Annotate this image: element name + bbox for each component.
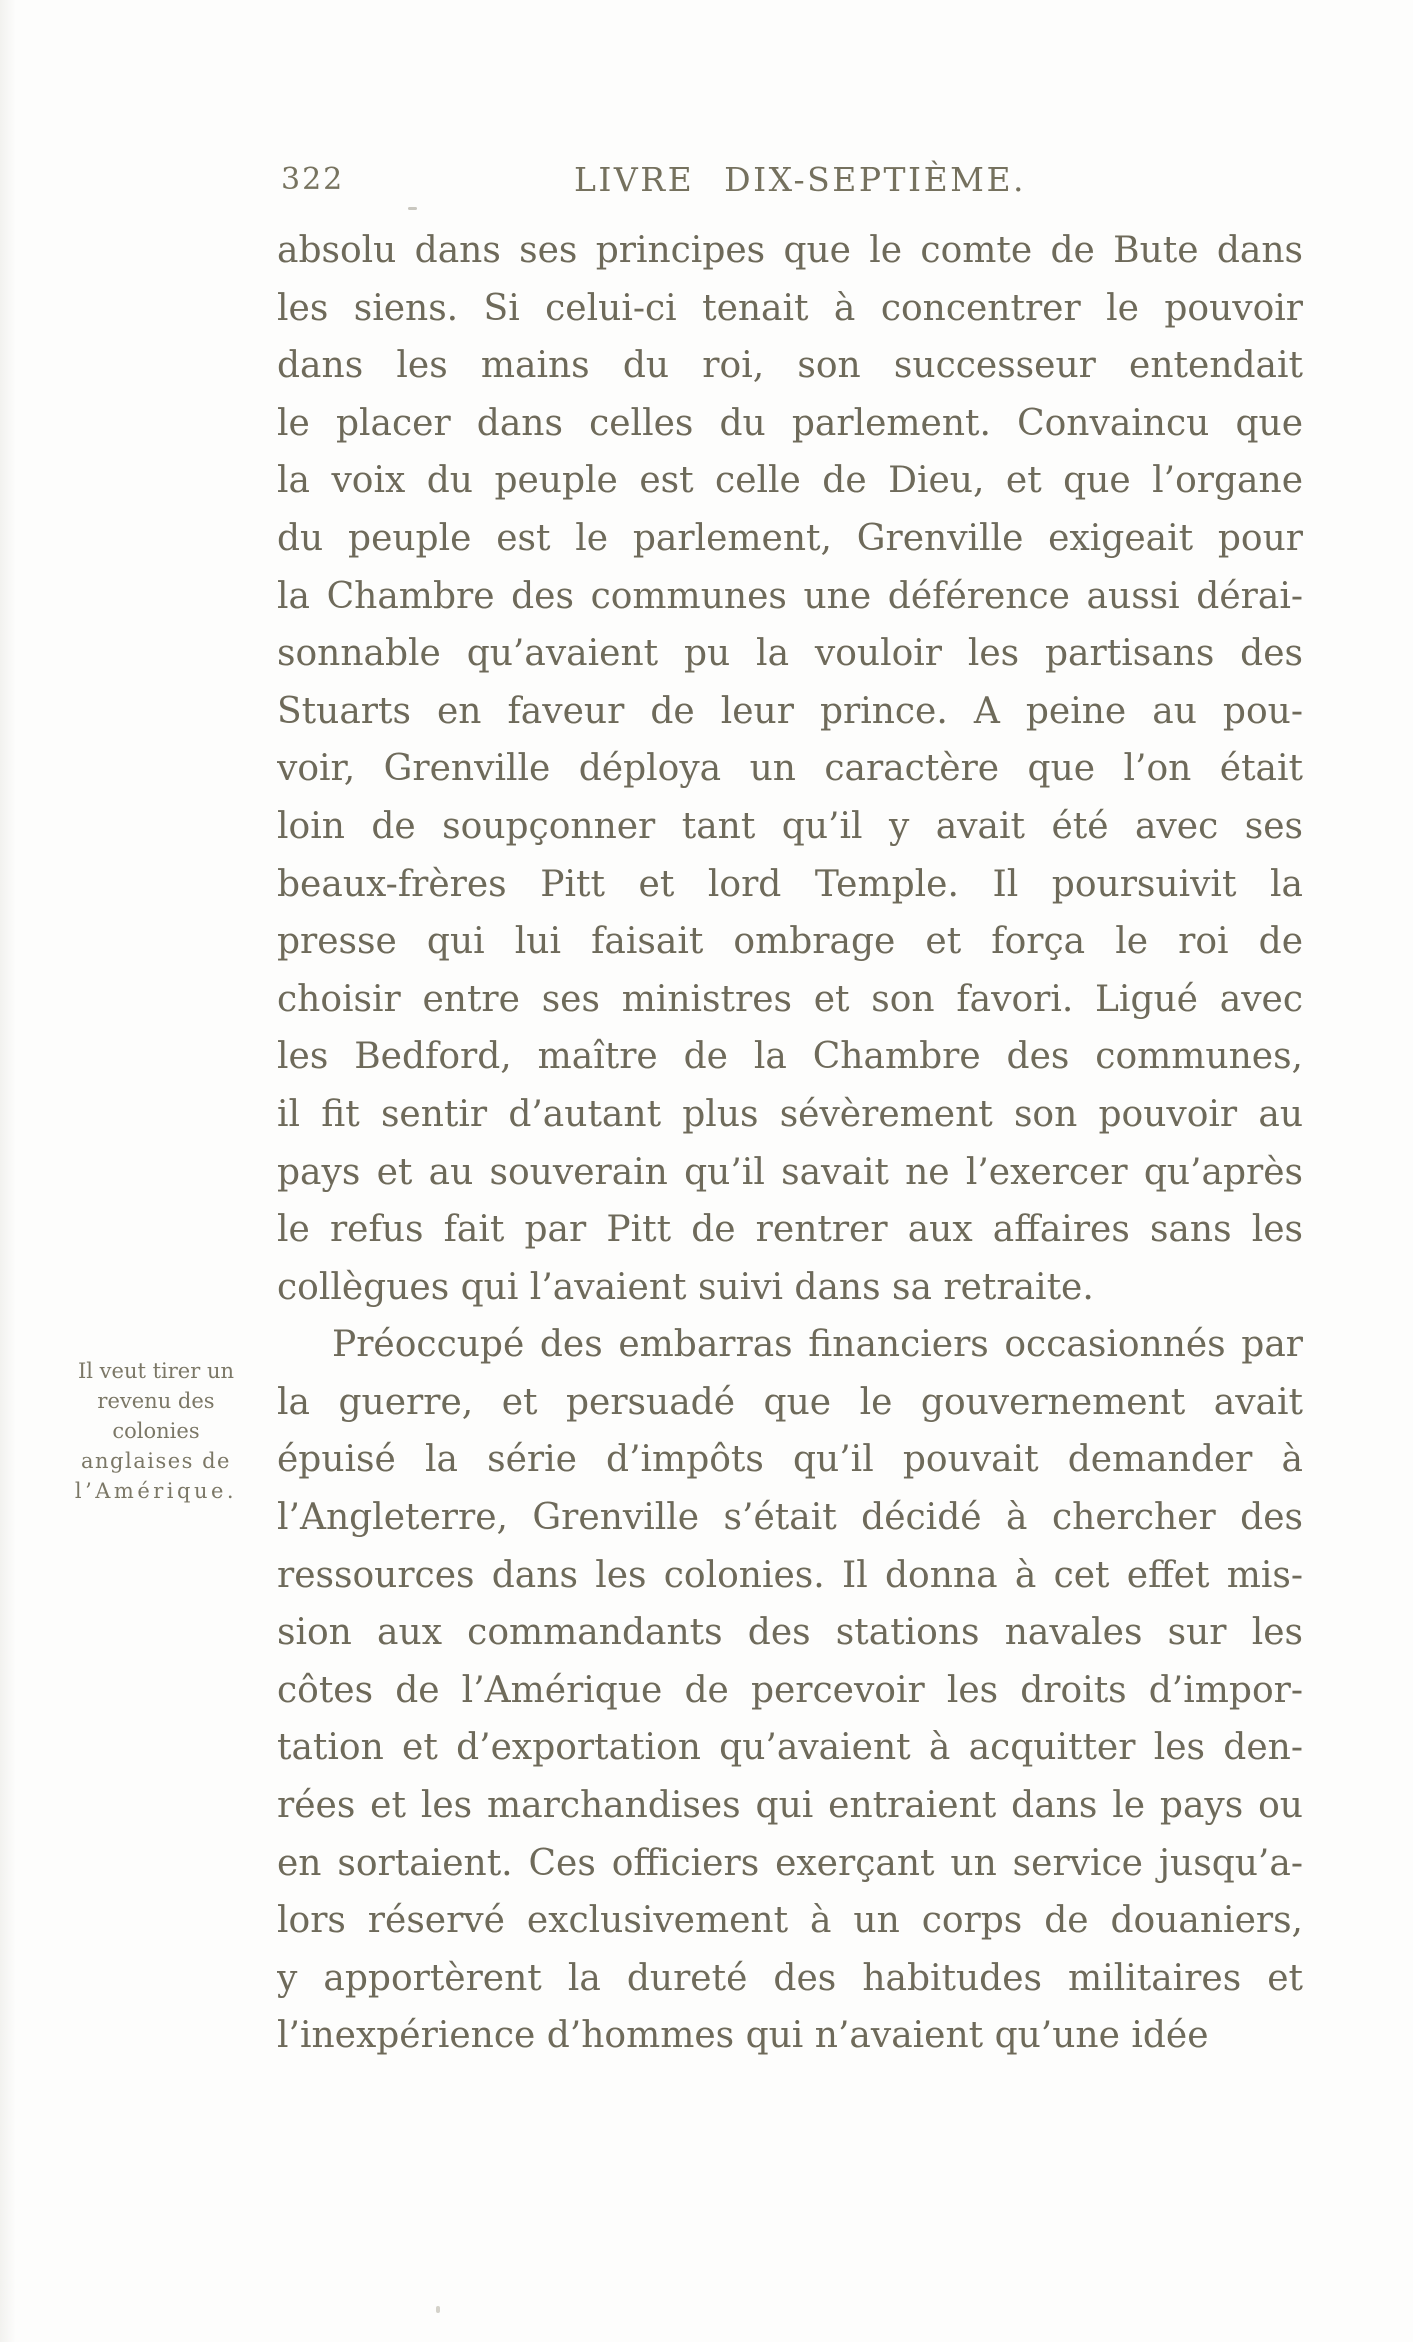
text-line: y apportèrent la dureté des habitudes militaires et [277, 1957, 1303, 1999]
text-line: beaux-frères Pitt et lord Temple. Il poursuivit la [277, 863, 1303, 905]
text-line: l’Angleterre, Grenville s’était décidé à chercher des [277, 1497, 1303, 1539]
text-line: la voix du peuple est celle de Dieu, et que l’organe [277, 460, 1303, 502]
ink-speck [436, 2306, 440, 2313]
text-line: dans les mains du roi, son successeur entendait [277, 345, 1303, 387]
text-line: la Chambre des communes une déférence aussi dérai- [277, 575, 1303, 617]
margin-note-line: anglaises de [81, 1449, 231, 1473]
page-number: 322 [281, 162, 345, 197]
margin-note-line: colonies [112, 1419, 200, 1443]
text-line: choisir entre ses ministres et son favori. Ligué avec [277, 978, 1303, 1020]
text-line: les Bedford, maître de la Chambre des communes, [277, 1036, 1303, 1078]
text-line: l’inexpérience d’hommes qui n’avaient qu’une idée [277, 2015, 1209, 2057]
text-line: loin de soupçonner tant qu’il y avait été avec ses [277, 805, 1303, 847]
text-line: pays et au souverain qu’il savait ne l’exercer qu’après [277, 1151, 1303, 1193]
text-line: le placer dans celles du parlement. Convaincu que [277, 402, 1303, 444]
text-line: ressources dans les colonies. Il donna à cet effet mis- [277, 1554, 1303, 1596]
text-line: sion aux commandants des stations navales sur les [277, 1612, 1303, 1654]
ink-speck [408, 207, 417, 210]
margin-note-line: revenu des [97, 1389, 215, 1413]
text-line: lors réservé exclusivement à un corps de douaniers, [277, 1900, 1303, 1942]
body-text [277, 222, 1303, 2065]
text-line: du peuple est le parlement, Grenville exigeait pour [277, 517, 1303, 559]
text-line: en sortaient. Ces officiers exerçant un service jusqu’a- [277, 1842, 1303, 1884]
margin-note [50, 1356, 262, 1506]
text-line: la guerre, et persuadé que le gouvernement avait [277, 1381, 1303, 1423]
text-line: rées et les marchandises qui entraient dans le pays ou [277, 1785, 1303, 1827]
text-line: le refus fait par Pitt de rentrer aux affaires sans les [277, 1209, 1303, 1251]
text-line: sonnable qu’avaient pu la vouloir les partisans des [277, 633, 1303, 675]
text-line: épuisé la série d’impôts qu’il pouvait demander à [277, 1439, 1303, 1481]
text-line: Préoccupé des embarras financiers occasionnés par [332, 1324, 1303, 1366]
text-line: voir, Grenville déploya un caractère que l’on était [277, 748, 1303, 790]
text-line: côtes de l’Amérique de percevoir les droits d’impor- [277, 1669, 1303, 1711]
text-line: presse qui lui faisait ombrage et força le roi de [277, 921, 1303, 963]
text-line: les siens. Si celui-ci tenait à concentrer le pouvoir [277, 287, 1303, 329]
text-line: Stuarts en faveur de leur prince. A peine au pou- [277, 690, 1303, 732]
text-line: absolu dans ses principes que le comte de Bute dans [277, 230, 1303, 271]
text-line: il fit sentir d’autant plus sévèrement son pouvoir au [277, 1093, 1303, 1135]
margin-note-line: Il veut tirer un [77, 1359, 234, 1383]
text-line: collègues qui l’avaient suivi dans sa retraite. [277, 1266, 1094, 1308]
margin-note-line: l’Amérique. [74, 1479, 238, 1503]
running-header: LIVRE DIX-SEPTIÈME. [573, 160, 1027, 199]
text-line: tation et d’exportation qu’avaient à acquitter les den- [277, 1727, 1303, 1769]
